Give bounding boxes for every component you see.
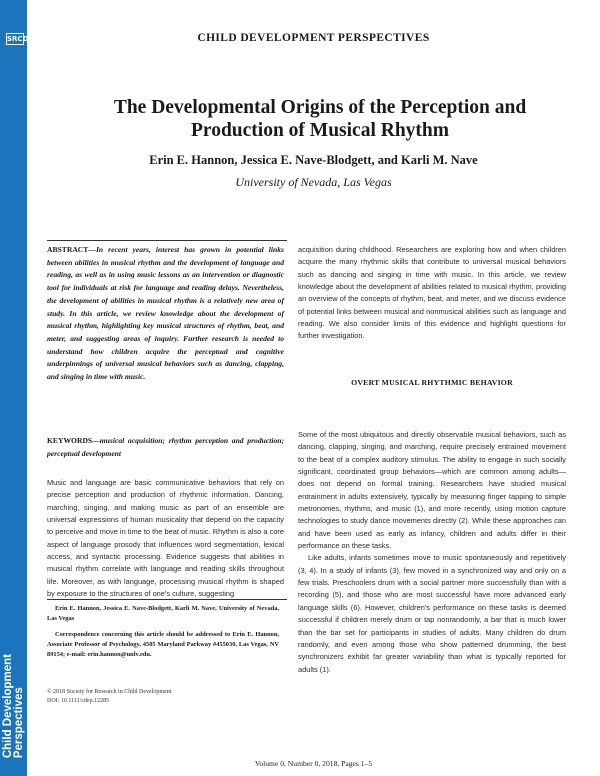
article-title-line1: The Developmental Origins of the Perception and [113,97,527,118]
article-title-line2: Production of Musical Rhythm [190,120,450,141]
author-list: Erin E. Hannon, Jessica E. Nave-Blodgett, and Karli M. Nave [149,153,478,167]
journal-header: CHILD DEVELOPMENT PERSPECTIVES [197,32,430,44]
keywords-label: KEYWORDS— [47,436,100,445]
affiliation: University of Nevada, Las Vegas [235,175,392,189]
abstract-top-rule [47,240,287,241]
intro-continuation-paragraph: acquisition during childhood. Researchers are exploring how and when children acquire the many rhythmic skills that contribute to universal musical behaviors such as dancing and singing in time with music. In this article, we review knowledge about the development of abilities related to musical rhythm, providing an overview of the concepts of rhythm, beat, and meter, and we discuss evidence of potential links between musical and nonmusical abilities such as language and reading. We also consider limits of this evidence and highlight questions for further investigation. [298,245,566,341]
abstract [47,244,284,384]
section-body [298,429,566,676]
section-paragraph-1: Some of the most ubiquitous and directly observable musical behaviors, such as dancing, clapping, singing, and marching, require precisely entrained movement to the beat of a complex auditory stimulus. The ability to engage in such socially significant, coordinated group behaviors—which are common among adults—does not depend on formal training. Researchers have studied musical entrainment in adults extensively, typically by measuring finger tapping to simple metronomes, rhythms, and music (1), and more recently, using motion capture technologies to study dance movements directly (2). While these approaches can and have been used as early as infancy, children and adults differ in their performance on these tasks. [298,430,566,551]
abstract-text: In recent years, interest has grown in potential links between abilities in musical rhythm and the development of language and reading, as well as in using music lessons as an intervention or diagnostic tool for individuals at risk for language and reading delays. Nevertheless, the development of abilities in musical rhythm is a relatively new area of study. In this article, we review knowledge about the development of musical rhythm, highlighting key musical structures of rhythm, beat, and meter, and suggesting areas of inquiry. Further research is needed to understand how children acquire the perceptual and cognitive underpinnings of universal musical behaviors such as dancing, clapping, and singing in time with music. [47,245,284,382]
author-note: Erin E. Hannon, Jessica E. Nave-Blodgett, Karli M. Nave, University of Nevada, Las Vegas [47,605,279,622]
section-paragraph-2: Like adults, infants sometimes move to music spontaneously and repetitively (3, 4). In a study of infants (3), few moved in a synchronized way and only on a few trials. Preschoolers drum with a social partner more successfully than with a recording (5), and those who are most successful have more advanced early language skills (6). However, children's performance on these tasks is deemed successful if children merely drum or tap nonrandomly, a bar that is much lower than the bar set for participants in studies of adults. Many children do drum randomly, and even among those who show patterned drumming, the best synchronizers exhibit far greater variability than what is typically reported for adults (1). [298,553,566,674]
sidebar-title-line2: Perspectives [13,687,25,758]
abstract-label: ABSTRACT— [47,245,96,254]
article-title [70,96,570,142]
sidebar-journal-title [3,654,25,758]
correspondence-note: Correspondence concerning this article should be addressed to Erin E. Hannon, Associate Professor of Psychology, 4505 Maryland Parkway #455030, Las Vegas, NV 89154; e-mail: erin.hannon@unlv.edu. [47,631,279,658]
footnote-rule [47,599,287,600]
srcd-logo-icon: SRCD [7,35,29,43]
keywords [47,435,284,460]
keywords-text: musical acquisition; rhythm perception and production; perceptual development [47,436,284,458]
copyright-block [47,688,287,706]
copyright-line: © 2018 Society for Research in Child Development [47,689,172,695]
sidebar-title-line1: Child Development [2,653,14,758]
journal-sidebar [0,0,27,776]
doi-line: DOI: 10.1111/cdep.12285 [47,698,110,704]
section-heading: OVERT MUSICAL RHYTHMIC BEHAVIOR [351,378,513,387]
intro-paragraph: Music and language are basic communicative behaviors that rely on precise perception and production of rhythmic information. Dancing, marching, singing, and making music as part of an ensemble are universal expressions of human musicality that depend on the capacity to perceive and move in time to the beat of music. Rhythm is also a core aspect of language prosody that influences word segmentation, lexical access, and syntactic processing. Evidence suggests that abilities in musical rhythm correlate with language and reading skills throughout life. Moreover, as with language, processing musical rhythm is shaped by exposure to the structures of one's culture, suggesting [47,478,284,599]
page-footer: Volume 0, Number 0, 2018, Pages 1–5 [254,759,373,768]
